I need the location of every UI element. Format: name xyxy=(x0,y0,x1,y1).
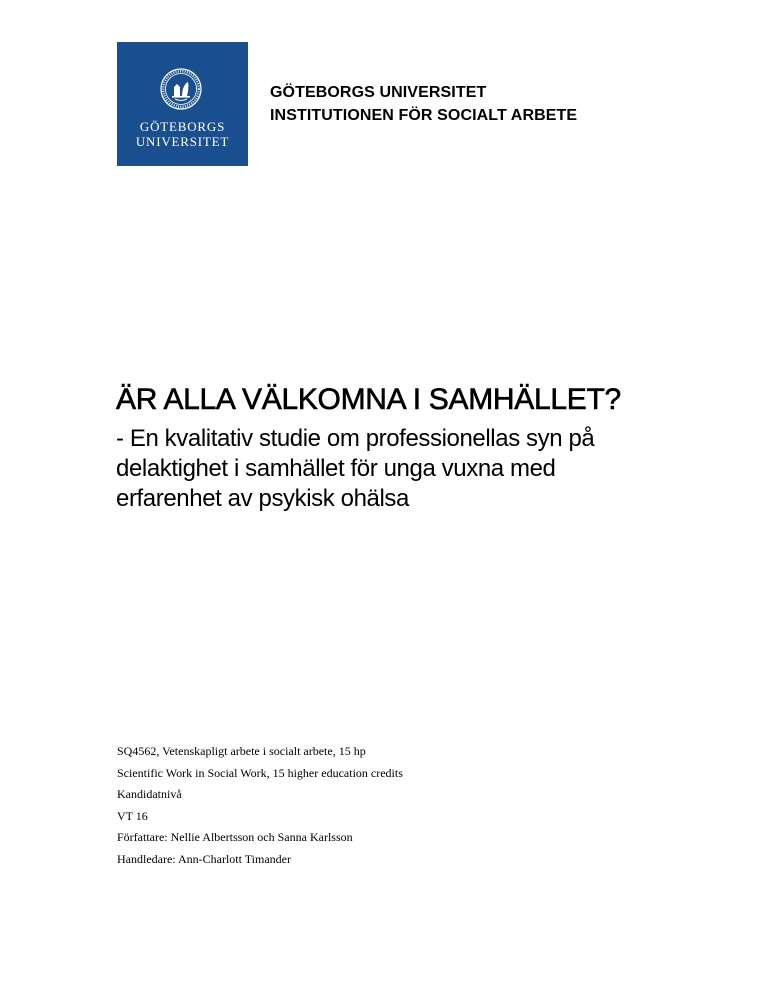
course-english: Scientific Work in Social Work, 15 higher education credits xyxy=(117,765,403,780)
department-name: INSTITUTIONEN FÖR SOCIALT ARBETE xyxy=(270,107,578,124)
subtitle-line-2: delaktighet i samhället för unga vuxna med xyxy=(116,455,556,482)
university-logo xyxy=(117,42,248,166)
authors: Författare: Nellie Albertsson och Sanna Karlsson xyxy=(117,830,353,845)
course-code: SQ4562, Vetenskapligt arbete i socialt arbete, 15 hp xyxy=(117,744,366,758)
thesis-subtitle xyxy=(116,424,716,514)
supervisor: Handledare: Ann-Charlott Timander xyxy=(117,851,291,866)
university-seal-icon xyxy=(160,68,202,110)
logo-text-line2: UNIVERSITET xyxy=(135,134,230,149)
term: VT 16 xyxy=(117,808,148,823)
thesis-title: ÄR ALLA VÄLKOMNA I SAMHÄLLET? xyxy=(116,383,621,416)
university-name: GÖTEBORGS UNIVERSITET xyxy=(270,84,487,101)
thesis-metadata xyxy=(117,744,403,874)
logo-text-line1: GÖTEBORGS xyxy=(139,119,226,134)
subtitle-line-1: - En kvalitativ studie om professionellas syn på xyxy=(116,425,595,452)
subtitle-line-3: erfarenhet av psykisk ohälsa xyxy=(116,485,409,512)
level: Kandidatnivå xyxy=(117,787,182,802)
